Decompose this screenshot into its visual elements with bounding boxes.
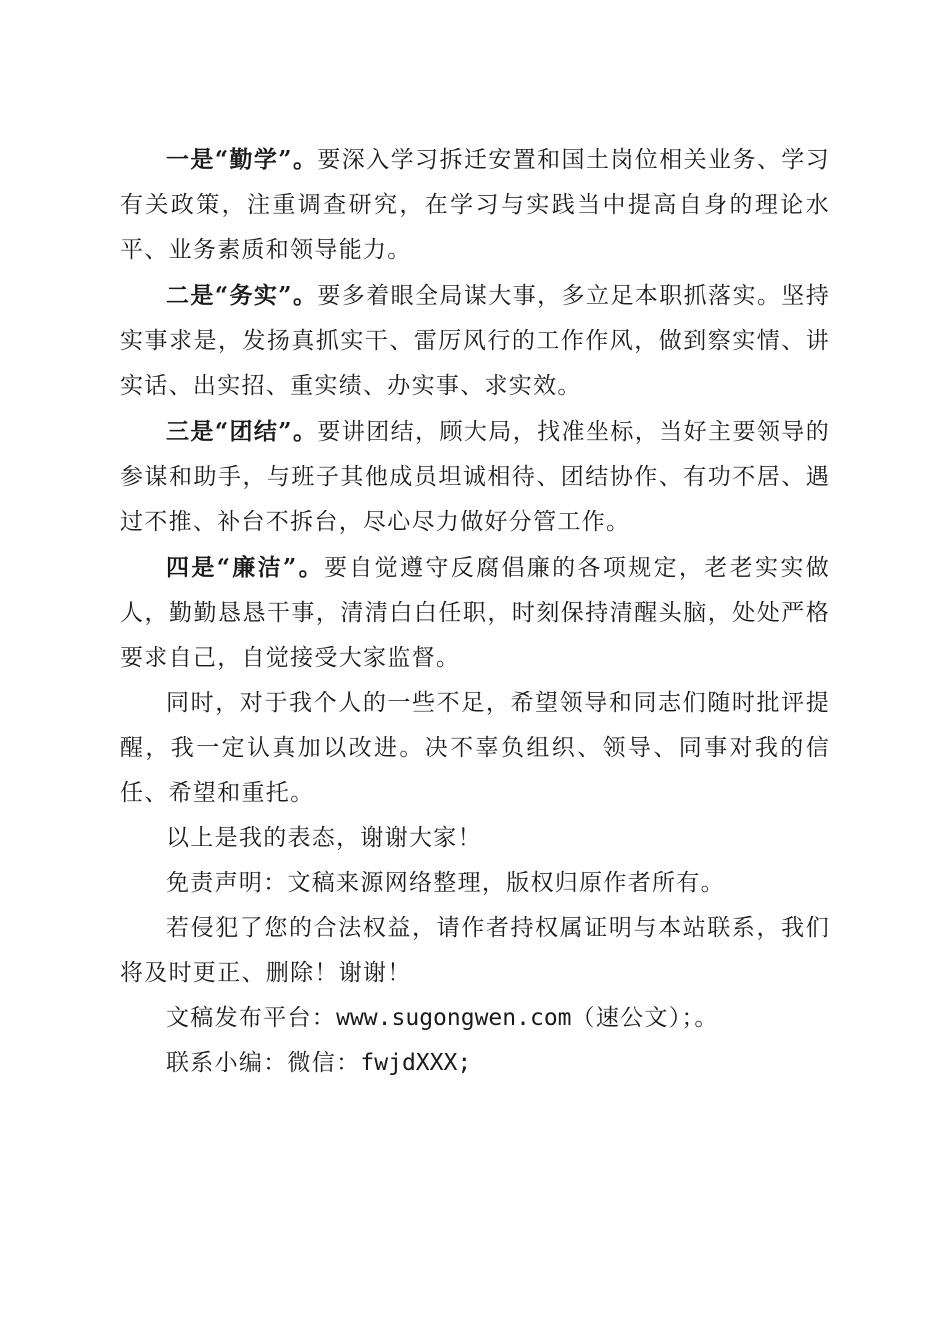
paragraph-pragmatic xyxy=(120,273,830,409)
disclaimer-line: 免责声明：文稿来源网络整理，版权归原作者所有。 xyxy=(166,870,725,896)
infringement-notice: 若侵犯了您的合法权益，请作者持权属证明与本站联系，我们将及时更正、删除！谢谢！ xyxy=(120,915,830,986)
platform-suffix: （速公文）；。 xyxy=(571,1005,719,1031)
paragraph-text: 要深入学习拆迁安置和国土岗位相关业务、学习有关政策，注重调查研究，在学习与实践当中提高自身的理论水平、业务素质和领导能力。 xyxy=(120,147,830,263)
contact-wechat: fwjdXXX; xyxy=(360,1050,472,1076)
paragraph-text: 要讲团结，顾大局，找准坐标，当好主要领导的参谋和助手，与班子其他成员坦诚相待、团结协作、有功不居、遇过不推、补台不拆台，尽心尽力做好分管工作。 xyxy=(120,419,830,535)
closing-paragraph: 同时，对于我个人的一些不足，希望领导和同志们随时批评提醒，我一定认真加以改进。决不辜负组织、领导、同事对我的信任、希望和重托。 xyxy=(120,690,830,806)
contact-label: 联系小编：微信： xyxy=(166,1050,361,1076)
paragraph-unity xyxy=(120,409,830,545)
document-page xyxy=(120,137,830,1086)
paragraph-study xyxy=(120,137,830,273)
platform-label: 文稿发布平台： xyxy=(166,1005,337,1031)
contact-line xyxy=(120,1041,830,1086)
paragraph-lead: 二是“务实”。 xyxy=(166,282,318,309)
paragraph-lead: 一是“勤学”。 xyxy=(166,146,318,173)
platform-line xyxy=(120,996,830,1041)
paragraph-integrity xyxy=(120,545,830,681)
paragraph-text: 要多着眼全局谋大事，多立足本职抓落实。坚持实事求是，发扬真抓实干、雷厉风行的工作作风，做到察实情、讲实话、出实招、重实绩、办实事、求实效。 xyxy=(120,283,830,399)
paragraph-lead: 三是“团结”。 xyxy=(166,418,318,445)
platform-url: www.sugongwen.com xyxy=(336,1005,572,1031)
thanks-line: 以上是我的表态，谢谢大家！ xyxy=(166,825,482,851)
paragraph-lead: 四是“廉洁”。 xyxy=(166,554,324,581)
paragraph-text: 要自觉遵守反腐倡廉的各项规定，老老实实做人，勤勤恳恳干事，清清白白任职，时刻保持清醒头脑，处处严格要求自己，自觉接受大家监督。 xyxy=(120,555,831,671)
